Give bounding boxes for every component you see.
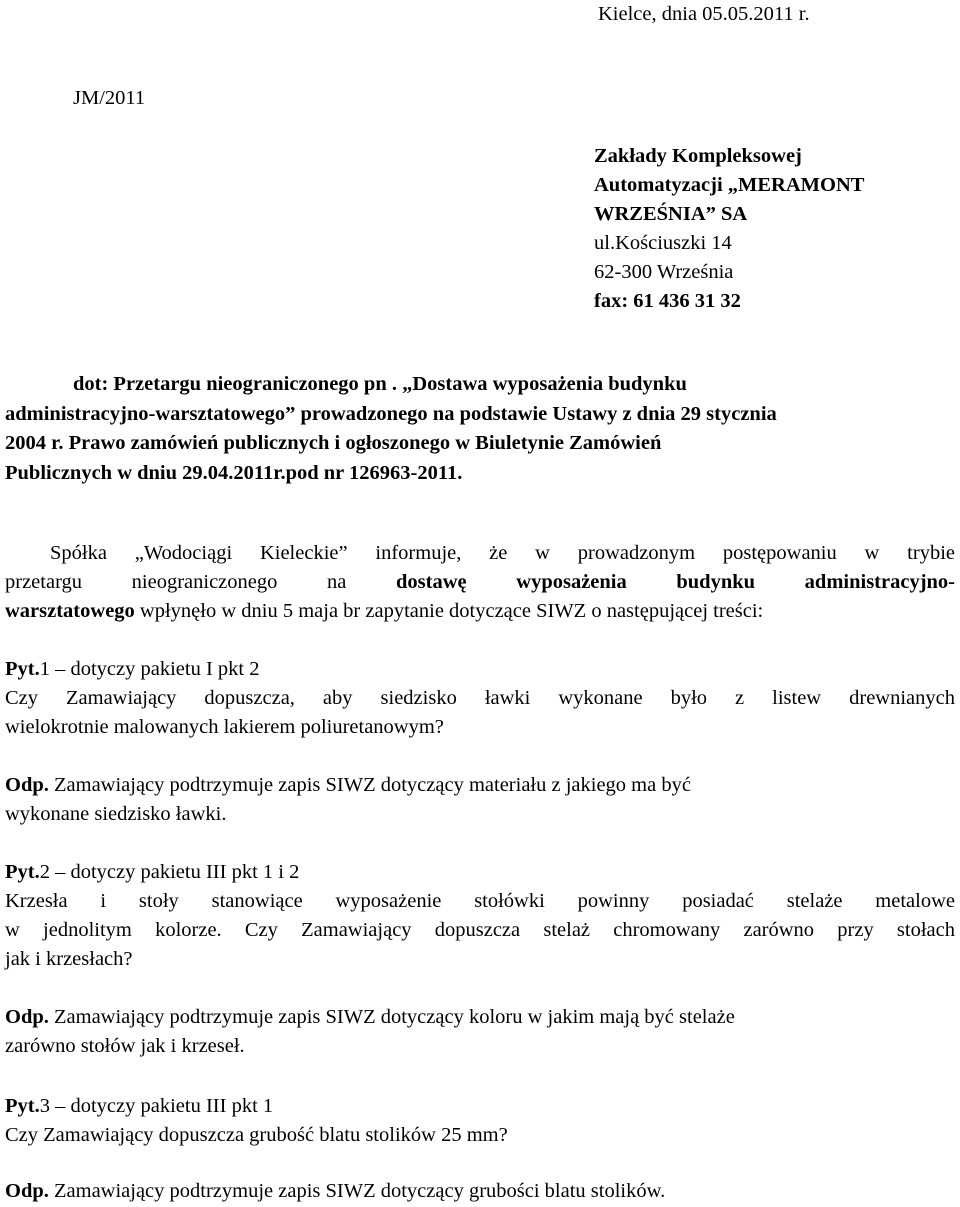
subject-block bbox=[5, 370, 955, 488]
intro-subject-bold-cont: warsztatowego bbox=[5, 600, 135, 622]
question-label: Pyt. bbox=[5, 861, 40, 883]
answer-2-text-1: Zamawiający podtrzymuje zapis SIWZ dotyczący koloru w jakim mają być stelaże bbox=[48, 1006, 735, 1028]
answer-3-text-1: Zamawiający podtrzymuje zapis SIWZ dotyczący grubości blatu stolików. bbox=[48, 1180, 666, 1202]
question-label: Pyt. bbox=[5, 1095, 40, 1117]
intro-paragraph bbox=[5, 539, 955, 626]
question-3 bbox=[5, 1092, 955, 1150]
recipient-fax: fax: 61 436 31 32 bbox=[594, 290, 741, 312]
question-1-heading: 1 – dotyczy pakietu I pkt 2 bbox=[39, 658, 260, 680]
answer-1-text-2: wykonane siedzisko ławki. bbox=[5, 803, 227, 825]
answer-1 bbox=[5, 771, 955, 829]
question-1 bbox=[5, 655, 955, 742]
recipient-name-line3: WRZEŚNIA” SA bbox=[594, 203, 748, 225]
recipient-street: ul.Kościuszki 14 bbox=[594, 232, 732, 254]
question-2-text-1: Krzesła i stoły stanowiące wyposażenie stołówki powinny posiadać stelaże metalowe bbox=[5, 890, 955, 912]
intro-line-2 bbox=[5, 568, 955, 597]
reference-number: JM/2011 bbox=[73, 87, 146, 109]
question-2-text-2: w jednolitym kolorze. Czy Zamawiający dopuszcza stelaż chromowany zarówno przy stołach bbox=[5, 919, 955, 941]
question-3-text-1: Czy Zamawiający dopuszcza grubość blatu stolików 25 mm? bbox=[5, 1124, 508, 1146]
answer-2 bbox=[5, 1003, 955, 1061]
answer-label: Odp. bbox=[5, 1006, 49, 1028]
answer-label: Odp. bbox=[5, 774, 49, 796]
recipient-name-line1: Zakłady Kompleksowej bbox=[594, 145, 802, 167]
letter-date: Kielce, dnia 05.05.2011 r. bbox=[598, 3, 810, 25]
subject-line-1: dot: Przetargu nieograniczonego pn . „Dostawa wyposażenia budynku bbox=[73, 373, 687, 395]
question-1-text-2: wielokrotnie malowanych lakierem poliuretanowym? bbox=[5, 716, 444, 738]
recipient-city: 62-300 Września bbox=[594, 261, 734, 283]
intro-line-3 bbox=[5, 597, 955, 626]
question-2-text-3: jak i krzesłach? bbox=[5, 948, 133, 970]
answer-label: Odp. bbox=[5, 1180, 49, 1202]
question-2-heading: 2 – dotyczy pakietu III pkt 1 i 2 bbox=[39, 861, 300, 883]
intro-line-3-text: wpłynęło w dniu 5 maja br zapytanie dotyczące SIWZ o następującej treści: bbox=[139, 600, 764, 622]
intro-line-1: Spółka „Wodociągi Kieleckie” informuje, że w prowadzonym postępowaniu w trybie bbox=[50, 542, 955, 564]
question-3-heading: 3 – dotyczy pakietu III pkt 1 bbox=[39, 1095, 274, 1117]
intro-subject-bold: dostawę wyposażenia budynku administracyjno- bbox=[396, 571, 955, 593]
subject-line-4: Publicznych w dniu 29.04.2011r.pod nr 126963-2011. bbox=[5, 461, 463, 484]
recipient-name-line2: Automatyzacji „MERAMONT bbox=[594, 174, 865, 196]
subject-line-2: administracyjno-warsztatowego” prowadzonego na podstawie Ustawy z dnia 29 stycznia bbox=[5, 402, 777, 425]
question-1-text-1: Czy Zamawiający dopuszcza, aby siedzisko ławki wykonane było z listew drewnianych bbox=[5, 687, 955, 709]
subject-line-3: 2004 r. Prawo zamówień publicznych i ogłoszonego w Biuletynie Zamówień bbox=[5, 432, 662, 454]
question-2 bbox=[5, 858, 955, 974]
question-label: Pyt. bbox=[5, 658, 40, 680]
recipient-address bbox=[594, 142, 864, 316]
answer-1-text-1: Zamawiający podtrzymuje zapis SIWZ dotyczący materiału z jakiego ma być bbox=[48, 774, 691, 796]
intro-line-2-text: przetargu nieograniczonego na bbox=[5, 571, 347, 593]
answer-2-text-2: zarówno stołów jak i krzeseł. bbox=[5, 1035, 245, 1057]
answer-3 bbox=[5, 1177, 955, 1206]
